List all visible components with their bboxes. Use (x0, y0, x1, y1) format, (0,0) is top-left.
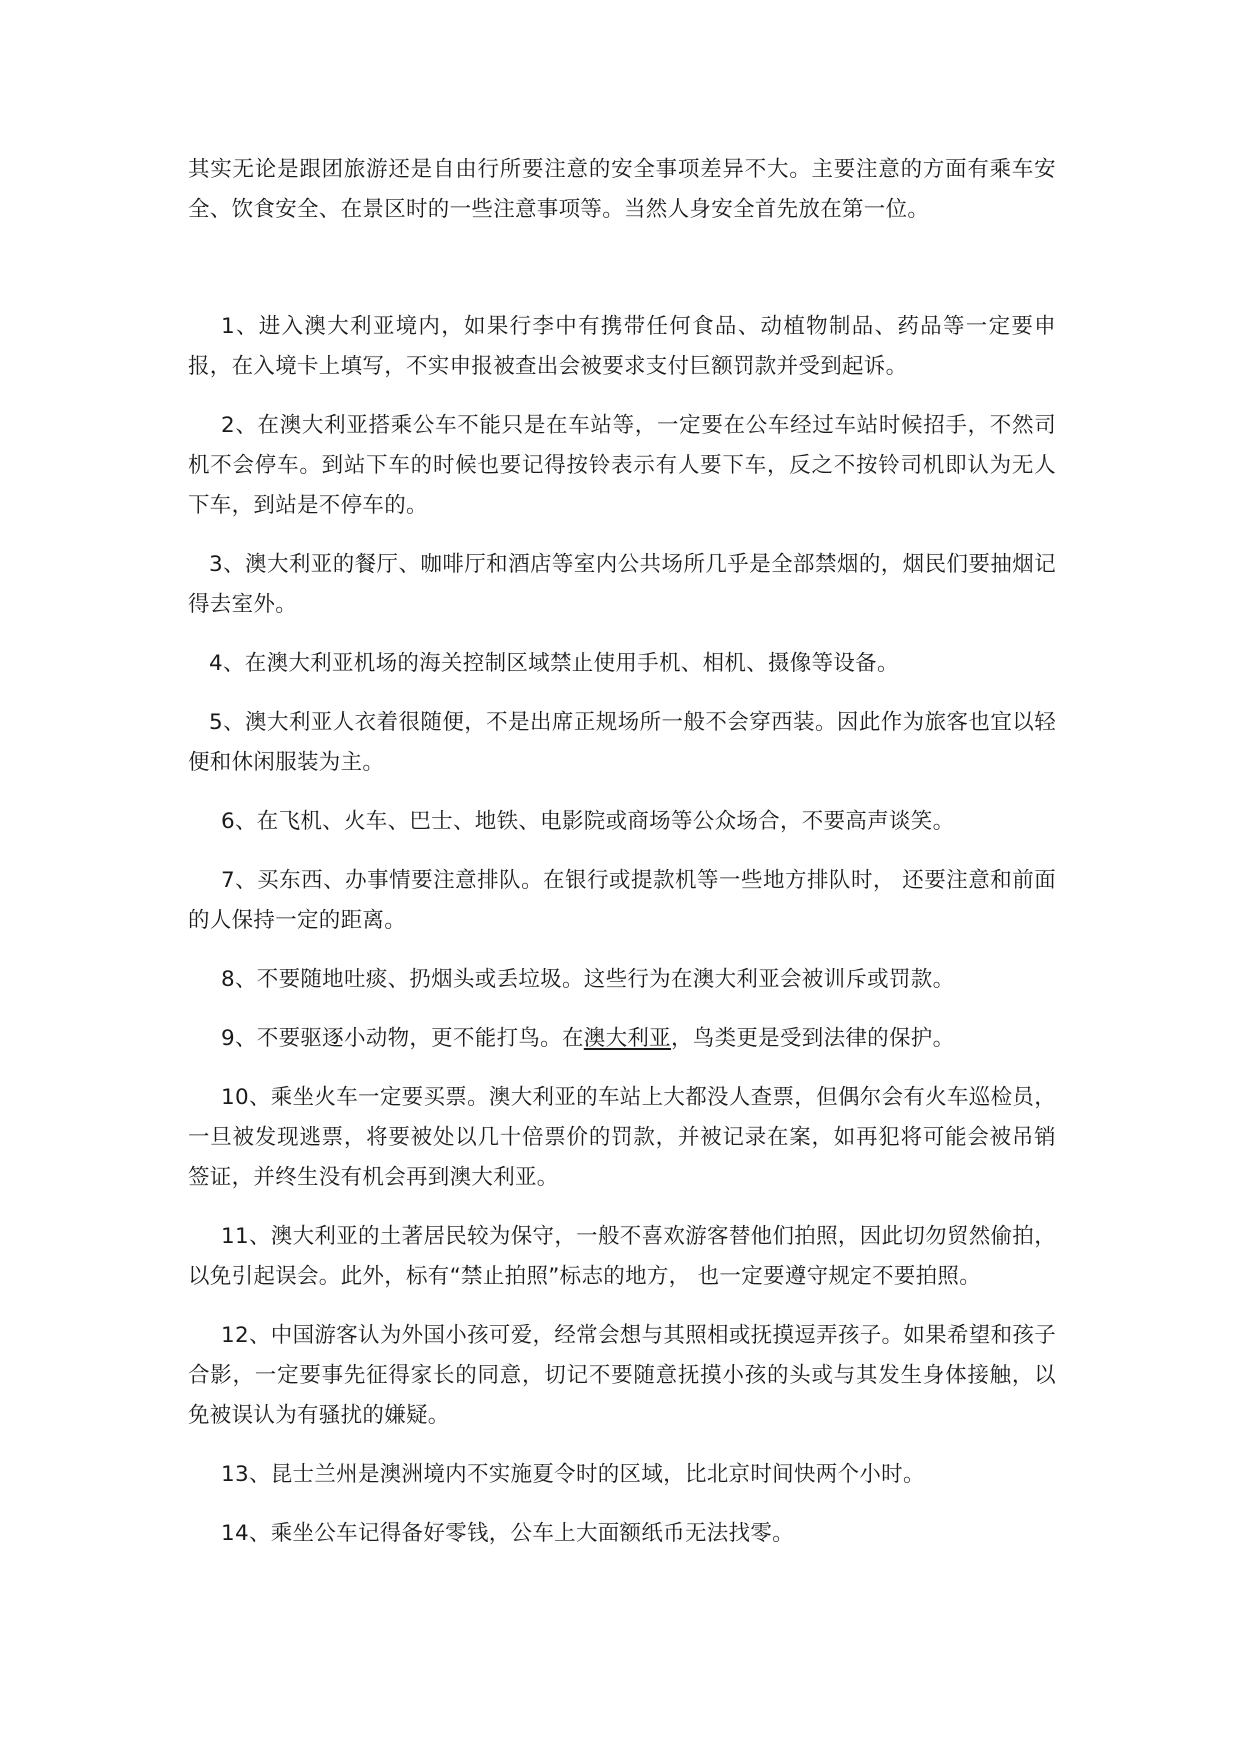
tip-3: 3、澳大利亚的餐厅、咖啡厅和酒店等室内公共场所几乎是全部禁烟的，烟民们要抽烟记得去室外。 (188, 552, 1056, 617)
tip-1: 1、进入澳大利亚境内，如果行李中有携带任何食品、动植物制品、药品等一定要申报，在入境卡上填写，不实申报被查出会被要求支付巨额罚款并受到起诉。 (188, 314, 1056, 379)
tip-7: 7、买东西、办事情要注意排队。在银行或提款机等一些地方排队时， 还要注意和前面的人保持一定的距离。 (188, 868, 1056, 933)
intro-paragraph: 其实无论是跟团旅游还是自由行所要注意的安全事项差异不大。主要注意的方面有乘车安全、饮食安全、在景区时的一些注意事项等。当然人身安全首先放在第一位。 (188, 157, 1056, 222)
tip-13: 13、昆士兰州是澳洲境内不实施夏令时的区域，比北京时间快两个小时。 (221, 1462, 925, 1487)
tip-9-text-before: 9、不要驱逐小动物，更不能打鸟。在 (221, 1026, 584, 1051)
tip-10: 10、乘坐火车一定要买票。澳大利亚的车站上大都没人查票，但偶尔会有火车巡检员，一旦被发现逃票，将要被处以几十倍票价的罚款，并被记录在案，如再犯将可能会被吊销签证，并终生没有机会再到澳大利亚。 (188, 1085, 1056, 1190)
tip-2: 2、在澳大利亚搭乘公车不能只是在车站等，一定要在公车经过车站时候招手，不然司机不会停车。到站下车的时候也要记得按铃表示有人要下车，反之不按铃司机即认为无人下车，到站是不停车的。 (188, 413, 1056, 518)
tip-6: 6、在飞机、火车、巴士、地铁、电影院或商场等公众场合，不要高声谈笑。 (221, 809, 955, 834)
tip-5: 5、澳大利亚人衣着很随便，不是出席正规场所一般不会穿西装。因此作为旅客也宜以轻便和休闲服装为主。 (188, 710, 1056, 775)
tip-14: 14、乘坐公车记得备好零钱，公车上大面额纸币无法找零。 (221, 1521, 794, 1546)
tip-12: 12、中国游客认为外国小孩可爱，经常会想与其照相或抚摸逗弄孩子。如果希望和孩子合影，一定要事先征得家长的同意，切记不要随意抚摸小孩的头或与其发生身体接触，以免被误认为有骚扰的嫌疑。 (188, 1323, 1056, 1428)
tip-8: 8、不要随地吐痰、扔烟头或丢垃圾。这些行为在澳大利亚会被训斥或罚款。 (221, 967, 955, 992)
document-page (188, 150, 1056, 1573)
tip-4: 4、在澳大利亚机场的海关控制区域禁止使用手机、相机、摄像等设备。 (209, 651, 899, 676)
tip-9-text-after: ，鸟类更是受到法律的保护。 (670, 1026, 955, 1051)
tip-11: 11、澳大利亚的土著居民较为保守，一般不喜欢游客替他们拍照，因此切勿贸然偷拍，以免引起误会。此外，标有“禁止拍照”标志的地方， 也一定要遵守规定不要拍照。 (188, 1224, 1056, 1289)
australia-link[interactable]: 澳大利亚 (583, 1026, 671, 1051)
tip-9 (188, 1019, 1056, 1059)
